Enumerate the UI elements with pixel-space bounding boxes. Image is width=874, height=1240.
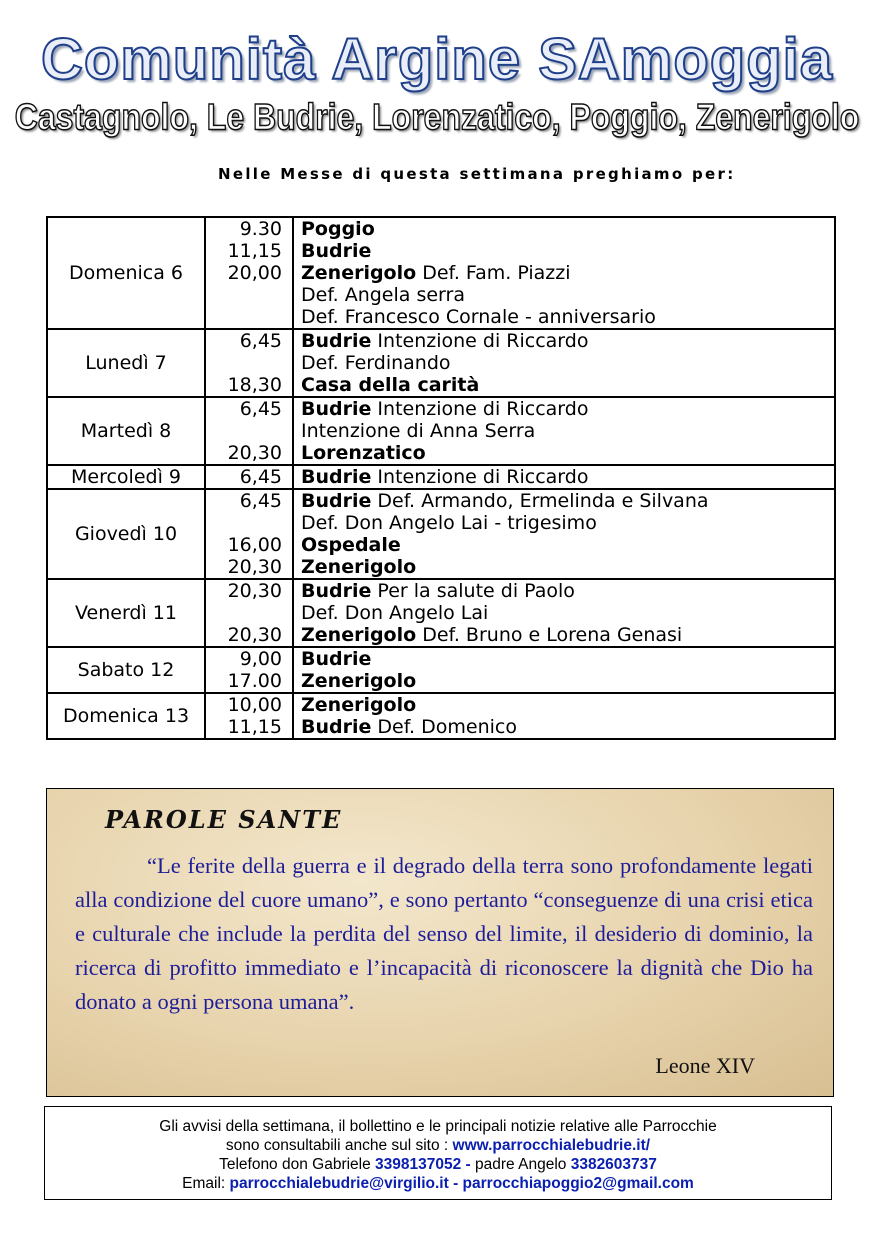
mass-location: Budrie xyxy=(301,580,372,602)
intention-line xyxy=(301,624,834,646)
schedule-times xyxy=(205,489,293,579)
intention-line xyxy=(301,556,834,578)
mass-time xyxy=(206,306,282,328)
footer-line-4 xyxy=(45,1174,831,1193)
intention-line xyxy=(301,694,834,716)
schedule-row xyxy=(47,329,835,397)
mass-time: 9,00 xyxy=(239,648,282,670)
intention-line xyxy=(301,240,834,262)
mass-location: Budrie xyxy=(301,466,372,488)
footer-box xyxy=(44,1106,832,1200)
schedule-times xyxy=(205,397,293,465)
mass-intention: Intenzione di Riccardo xyxy=(371,398,589,420)
intention-line xyxy=(301,534,834,556)
intention-line xyxy=(301,284,834,306)
mass-intention: Def. Armando, Ermelinda e Silvana xyxy=(371,490,709,512)
mass-location: Ospedale xyxy=(301,534,401,556)
phone-2-number[interactable]: 3382603737 xyxy=(570,1156,657,1173)
mass-location: Budrie xyxy=(301,490,372,512)
mass-time: 6,45 xyxy=(239,398,282,420)
schedule-intentions xyxy=(293,693,835,739)
parole-sante-box xyxy=(46,788,834,1097)
schedule-row xyxy=(47,579,835,647)
mass-time: 20,30 xyxy=(227,442,282,464)
mass-time: 17.00 xyxy=(227,670,282,692)
mass-intention: Per la salute di Paolo xyxy=(371,580,575,602)
schedule-day: Venerdì 11 xyxy=(47,579,205,647)
intention-line xyxy=(301,330,834,352)
intention-line xyxy=(301,580,834,602)
footer-line-2 xyxy=(45,1136,831,1155)
schedule-intentions xyxy=(293,397,835,465)
phone-2-label: padre Angelo xyxy=(470,1156,571,1173)
mass-intention: Intenzione di Anna Serra xyxy=(301,420,536,442)
schedule-intentions xyxy=(293,489,835,579)
mass-location: Casa della carità xyxy=(301,374,480,396)
intention-line xyxy=(301,602,834,624)
parole-quote: “Le ferite della guerra e il degrado della terra sono profondamente legati alla condizione del cuore umano”, e sono pertanto “conseguenze di una crisi etica e culturale che include la perdita del senso del limite, il desiderio di dominio, la ricerca di profitto immediato e l’incapacità di riconoscere la dignità che Dio ha donato a ogni persona umana”. xyxy=(75,853,813,1014)
parole-author: Leone XIV xyxy=(655,1053,755,1078)
footer-line-1 xyxy=(45,1117,831,1136)
mass-intention: Def. Fam. Piazzi xyxy=(416,262,571,284)
schedule-row xyxy=(47,397,835,465)
intention-line xyxy=(301,490,834,512)
schedule-day: Domenica 6 xyxy=(47,217,205,329)
mass-time xyxy=(206,602,282,624)
schedule-day: Giovedì 10 xyxy=(47,489,205,579)
schedule-times xyxy=(205,217,293,329)
phone-1-label: Telefono don Gabriele xyxy=(219,1156,376,1173)
schedule-times xyxy=(205,693,293,739)
email-links[interactable]: parrocchialebudrie@virgilio.it - parrocchiapoggio2@gmail.com xyxy=(229,1175,694,1192)
mass-location: Zenerigolo xyxy=(301,624,417,646)
mass-location: Zenerigolo xyxy=(301,262,417,284)
mass-location: Budrie xyxy=(301,716,372,738)
schedule-intentions xyxy=(293,579,835,647)
mass-time: 6,45 xyxy=(239,466,282,488)
intention-line xyxy=(301,218,834,240)
schedule-times xyxy=(205,647,293,693)
mass-intention: Intenzione di Riccardo xyxy=(371,466,589,488)
mass-intention: Def. Ferdinando xyxy=(301,352,451,374)
footer-line-3 xyxy=(45,1155,831,1174)
schedule-row xyxy=(47,693,835,739)
mass-intention: Def. Domenico xyxy=(371,716,517,738)
mass-location: Budrie xyxy=(301,240,372,262)
schedule-day: Martedì 8 xyxy=(47,397,205,465)
intention-line xyxy=(301,716,834,738)
intention-line xyxy=(301,670,834,692)
schedule-row xyxy=(47,217,835,329)
footer-website-label: sono consultabili anche sul sito : xyxy=(225,1137,453,1154)
intention-line xyxy=(301,466,834,488)
mass-intention: Def. Don Angelo Lai xyxy=(301,602,489,624)
mass-time xyxy=(206,420,282,442)
phone-1-number[interactable]: 3398137052 - xyxy=(375,1156,471,1173)
mass-time: 11,15 xyxy=(227,716,282,738)
mass-location: Poggio xyxy=(301,218,375,240)
schedule-day: Sabato 12 xyxy=(47,647,205,693)
intention-line xyxy=(301,374,834,396)
schedule-intentions xyxy=(293,217,835,329)
mass-time: 10,00 xyxy=(227,694,282,716)
mass-intention: Def. Francesco Cornale - anniversario xyxy=(301,306,656,328)
schedule-day: Domenica 13 xyxy=(47,693,205,739)
mass-intention: Def. Bruno e Lorena Genasi xyxy=(416,624,683,646)
parole-title: PAROLE SANTE xyxy=(105,805,343,834)
page-subtitle: Castagnolo, Le Budrie, Lorenzatico, Poggio, Zenerigolo xyxy=(14,96,860,138)
mass-location: Budrie xyxy=(301,398,372,420)
schedule-times xyxy=(205,329,293,397)
mass-time: 20,30 xyxy=(227,580,282,602)
mass-schedule-table xyxy=(46,216,836,740)
website-link[interactable]: www.parrocchialebudrie.it/ xyxy=(452,1137,651,1154)
mass-time: 18,30 xyxy=(227,374,282,396)
footer-notice: Gli avvisi della settimana, il bollettino e le principali notizie relative alle Parrocchie xyxy=(159,1118,717,1135)
mass-location: Zenerigolo xyxy=(301,694,417,716)
mass-time: 20,30 xyxy=(227,624,282,646)
intention-line xyxy=(301,352,834,374)
intention-line xyxy=(301,442,834,464)
mass-time: 20,00 xyxy=(227,262,282,284)
intention-line xyxy=(301,398,834,420)
intention-line xyxy=(301,512,834,534)
mass-time: 16,00 xyxy=(227,534,282,556)
mass-location: Budrie xyxy=(301,648,372,670)
mass-time: 11,15 xyxy=(227,240,282,262)
mass-time: 6,45 xyxy=(239,490,282,512)
schedule-day: Mercoledì 9 xyxy=(47,465,205,489)
page-title: Comunità Argine SAmoggia xyxy=(41,27,833,92)
mass-time: 9.30 xyxy=(239,218,282,240)
schedule-row xyxy=(47,465,835,489)
intention-line xyxy=(301,420,834,442)
schedule-intentions xyxy=(293,329,835,397)
schedule-day: Lunedì 7 xyxy=(47,329,205,397)
mass-intention: Intenzione di Riccardo xyxy=(371,330,589,352)
mass-location: Zenerigolo xyxy=(301,556,417,578)
schedule-row xyxy=(47,489,835,579)
mass-time: 20,30 xyxy=(227,556,282,578)
schedule-intentions xyxy=(293,647,835,693)
mass-location: Lorenzatico xyxy=(301,442,426,464)
intro-text: Nelle Messe di questa settimana preghiamo per: xyxy=(218,165,736,183)
mass-time: 6,45 xyxy=(239,330,282,352)
email-label: Email: xyxy=(182,1175,230,1192)
mass-location: Budrie xyxy=(301,330,372,352)
schedule-row xyxy=(47,647,835,693)
mass-intention: Def. Don Angelo Lai - trigesimo xyxy=(301,512,597,534)
intention-line xyxy=(301,648,834,670)
schedule-times xyxy=(205,465,293,489)
intention-line xyxy=(301,306,834,328)
mass-time xyxy=(206,352,282,374)
mass-intention: Def. Angela serra xyxy=(301,284,465,306)
mass-time xyxy=(206,512,282,534)
schedule-times xyxy=(205,579,293,647)
mass-location: Zenerigolo xyxy=(301,670,417,692)
schedule-intentions xyxy=(293,465,835,489)
intention-line xyxy=(301,262,834,284)
schedule-body xyxy=(47,217,835,739)
mass-time xyxy=(206,284,282,306)
